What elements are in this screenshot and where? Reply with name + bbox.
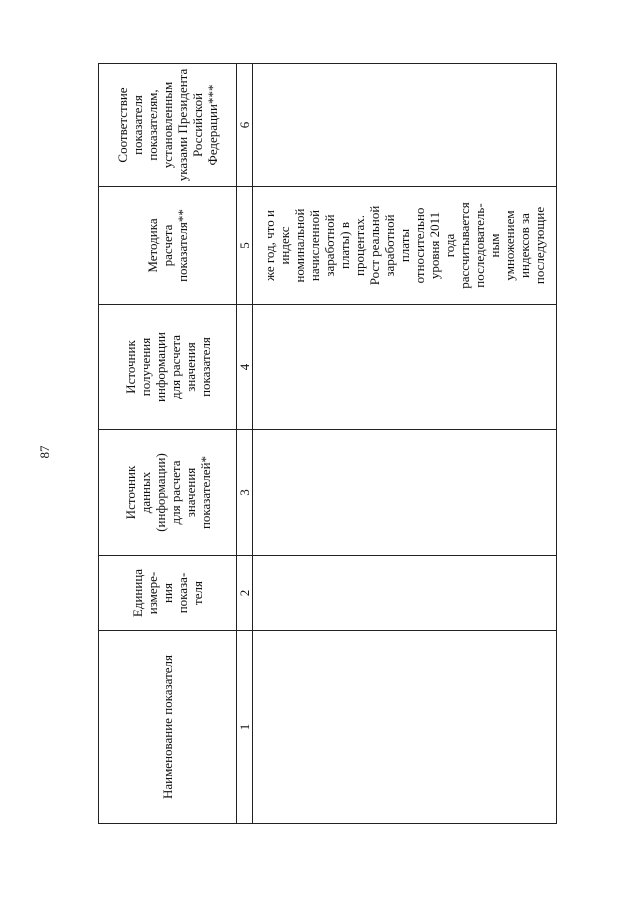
rotated-table-container (98, 64, 557, 824)
header-unit: Единица измере- ния показа- теля (99, 556, 237, 631)
page-number: 87 (37, 445, 52, 459)
column-number: 1 (237, 631, 253, 824)
column-number-row (237, 64, 253, 824)
column-number: 2 (237, 556, 253, 631)
cell-info-source (253, 305, 557, 430)
table-row (253, 64, 557, 824)
cell-indicator-name (253, 631, 557, 824)
header-presidential-decrees: Соответствие показателя показателям, установленным указами Президента Российской Федерации*** (99, 64, 237, 187)
header-data-source: Источник данных (информации) для расчета значения показателей* (99, 430, 237, 556)
cell-data-source (253, 430, 557, 556)
indicators-table (98, 63, 557, 824)
header-indicator-name: Наименование показателя (99, 631, 237, 824)
cell-unit (253, 556, 557, 631)
column-number: 6 (237, 64, 253, 187)
header-info-source: Источник получения информации для расчета значения показателя (99, 305, 237, 430)
table-header-row (99, 64, 237, 824)
column-number: 4 (237, 305, 253, 430)
column-number: 3 (237, 430, 253, 556)
cell-presidential-decrees (253, 64, 557, 187)
cell-calc-method: же год, что и индекс номинальной начисленной заработной платы) в процентах. Рост реальной заработной платы относительно уровня 2011 года рассчитывается последователь- ным умножением индексов за последующие (253, 187, 557, 305)
header-calc-method: Методика расчета показателя** (99, 187, 237, 305)
column-number: 5 (237, 187, 253, 305)
